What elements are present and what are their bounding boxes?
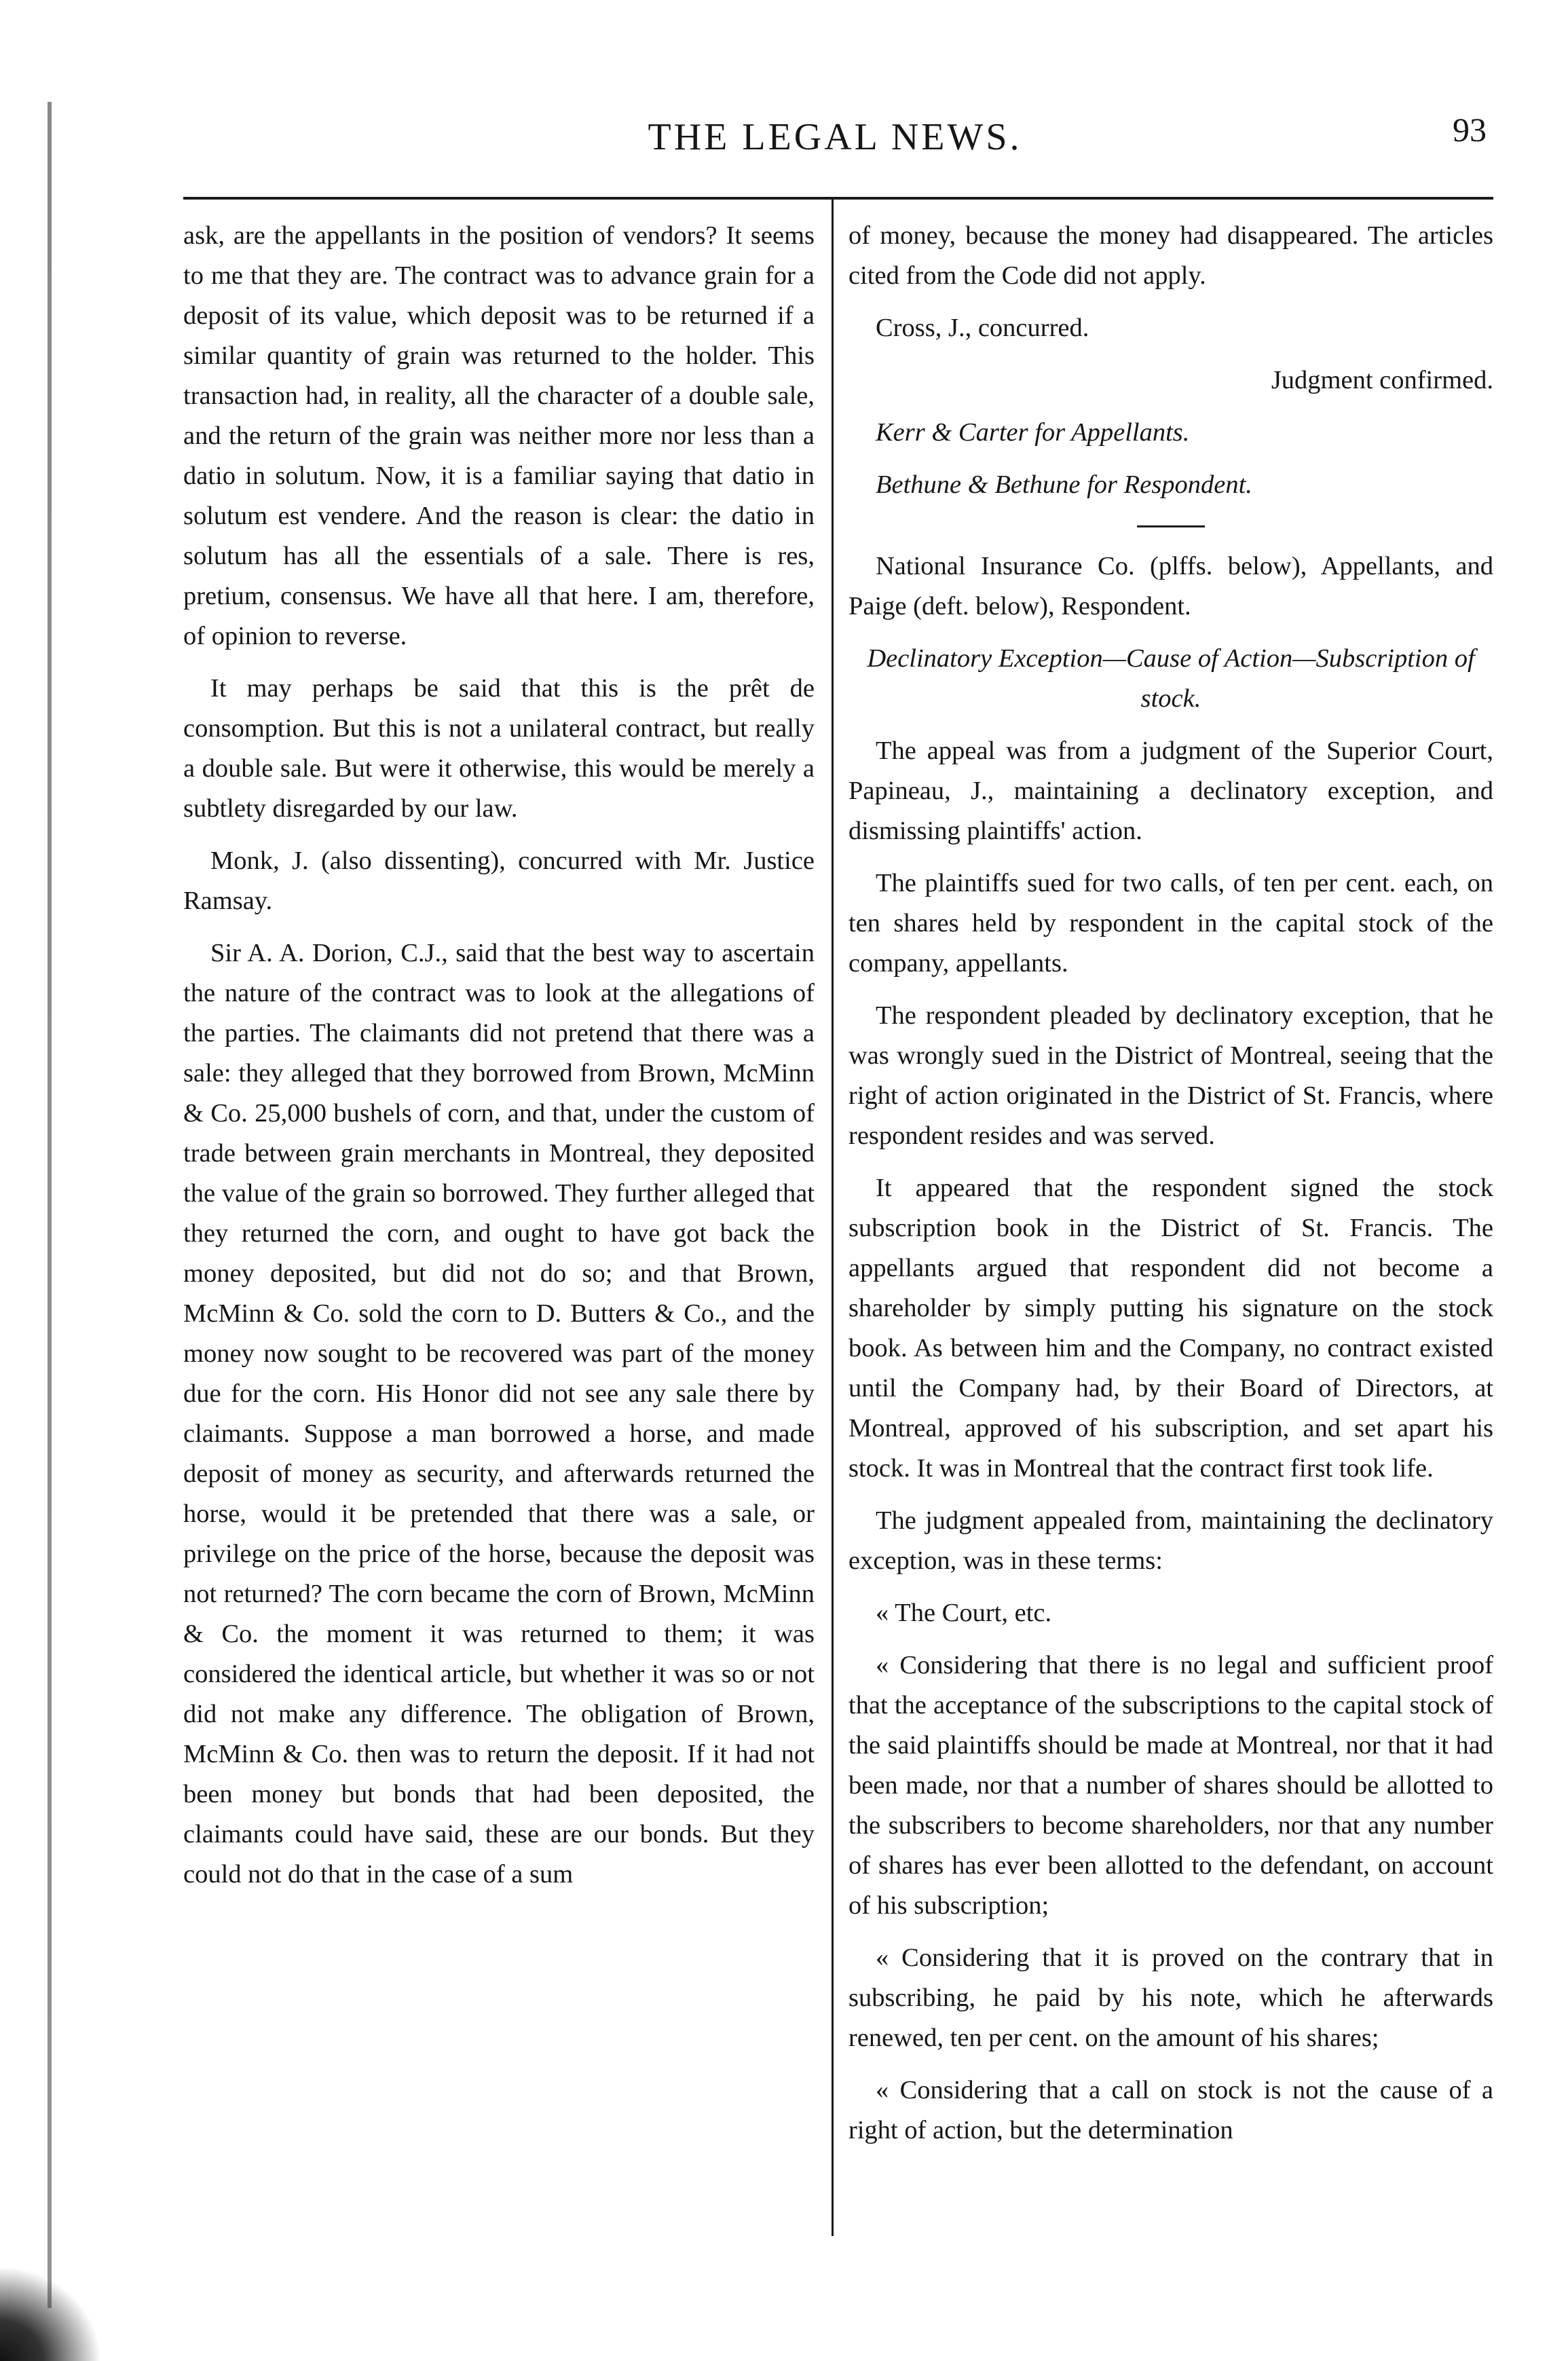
paragraph-pret-de-consomption: It may perhaps be said that this is the prêt de consomption. But this is not a unilateral contract, but really a double sale. But were it otherwise, this would be merely a subtlety disregarded by our law.: [183, 674, 815, 823]
paragraph-it-appeared: It appeared that the respondent signed the stock subscription book in the District of St. Francis. The appellants argued that respondent did not become a shareholder by simply putting his signature on the stock book. As between him and the Company, no contract existed until the Company had, by their Board of Directors, at Montreal, approved of his subscription, and set apart his stock. It was in Montreal that the contract first took life.: [848, 1174, 1493, 1483]
paragraph-continuation: ask, are the appellants in the position of vendors? It seems to me that they are. The contract was to advance grain for a deposit of its value, which deposit was to be returned if a similar quantity of grain was returned to the holder. This transaction had, in reality, all the character of a double sale, and the return of the grain was neither more nor less than a datio in solutum. Now, it is a familiar saying that datio in solutum est vendere. And the reason is clear: the datio in solutum has all the essentials of a sale. There is res, pretium, consensus. We have all that here. I am, therefore, of opinion to reverse.: [183, 221, 815, 650]
right-column: [848, 216, 1493, 2151]
quote-considering-2: « Considering that it is proved on the contrary that in subscribing, he paid by his note, which he afterwards renewed, ten per cent. on the amount of his shares;: [848, 1944, 1493, 2052]
quote-the-court: « The Court, etc.: [876, 1599, 1052, 1627]
case-headnote: Declinatory Exception—Cause of Action—Subscription of stock.: [867, 644, 1475, 713]
paragraph-judgment-terms: The judgment appealed from, maintaining the declinatory exception, was in these terms:: [848, 1506, 1493, 1575]
binding-edge-shadow: [48, 102, 52, 2308]
paragraph-plaintiffs-sued: The plaintiffs sued for two calls, of ten per cent. each, on ten shares held by respondent in the capital stock of the company, appellants.: [848, 869, 1493, 978]
paragraph-cross-concurrence: Cross, J., concurred.: [876, 314, 1089, 342]
paragraph-dorion-opinion: Sir A. A. Dorion, C.J., said that the best way to ascertain the nature of the contract was to look at the allegations of the parties. The claimants did not pretend that there was a sale: they alleged that they borrowed from Brown, McMinn & Co. 25,000 bushels of corn, and that, under the custom of trade between grain merchants in Montreal, they deposited the value of the grain so borrowed. They further alleged that they returned the corn, and ought to have got back the money deposited, but did not do so; and that Brown, McMinn & Co. sold the corn to D. Butters & Co., and the money now sought to be recovered was part of the money due for the corn. His Honor did not see any sale there by claimants. Suppose a man borrowed a horse, and made deposit of money as security, and afterwards returned the horse, would it be pretended that there was a sale, or privilege on the price of the horse, because the deposit was not returned? The corn became the corn of Brown, McMinn & Co. the moment it was returned to them; it was considered the identical article, but whether it was so or not did not make any difference. The obligation of Brown, McMinn & Co. then was to return the deposit. If it had not been money but bonds that had been deposited, the claimants could have said, these are our bonds. But they could not do that in the case of a sum: [183, 939, 815, 1889]
column-divider: [832, 200, 834, 2236]
running-title: THE LEGAL NEWS.: [648, 116, 1022, 158]
case-title: National Insurance Co. (plffs. below), Appellants, and Paige (deft. below), Respondent.: [848, 552, 1493, 620]
page-header: [183, 111, 1487, 176]
page-number: 93: [1453, 111, 1487, 149]
paragraph-respondent-pleaded: The respondent pleaded by declinatory exception, that he was wrongly sued in the District of Montreal, seeing that the right of action originated in the District of St. Francis, where respondent resides and was served.: [848, 1001, 1493, 1150]
counsel-appellants: Kerr & Carter for Appellants.: [876, 418, 1190, 447]
section-divider: [1137, 525, 1205, 527]
counsel-respondent: Bethune & Bethune for Respondent.: [876, 470, 1252, 499]
paragraph-appeal: The appeal was from a judgment of the Superior Court, Papineau, J., maintaining a declinatory exception, and dismissing plaintiffs' action.: [848, 737, 1493, 845]
paragraph-monk-concurrence: Monk, J. (also dissenting), concurred with Mr. Justice Ramsay.: [183, 847, 815, 915]
paragraph-continuation-right: of money, because the money had disappeared. The articles cited from the Code did not apply.: [848, 221, 1493, 290]
left-column: [183, 216, 815, 1895]
quote-considering-1: « Considering that there is no legal and sufficient proof that the acceptance of the subscriptions to the capital stock of the said plaintiffs should be made at Montreal, nor that it had been made, nor that a number of shares should be allotted to the subscribers to become shareholders, nor that any number of shares has ever been allotted to the defendant, on account of his subscription;: [848, 1651, 1493, 1920]
quote-considering-3: « Considering that a call on stock is not the cause of a right of action, but the determination: [848, 2076, 1493, 2144]
page-corner-shadow: [0, 2266, 102, 2361]
header-rule: [183, 197, 1493, 200]
judgment-confirmed: Judgment confirmed.: [1271, 366, 1493, 394]
